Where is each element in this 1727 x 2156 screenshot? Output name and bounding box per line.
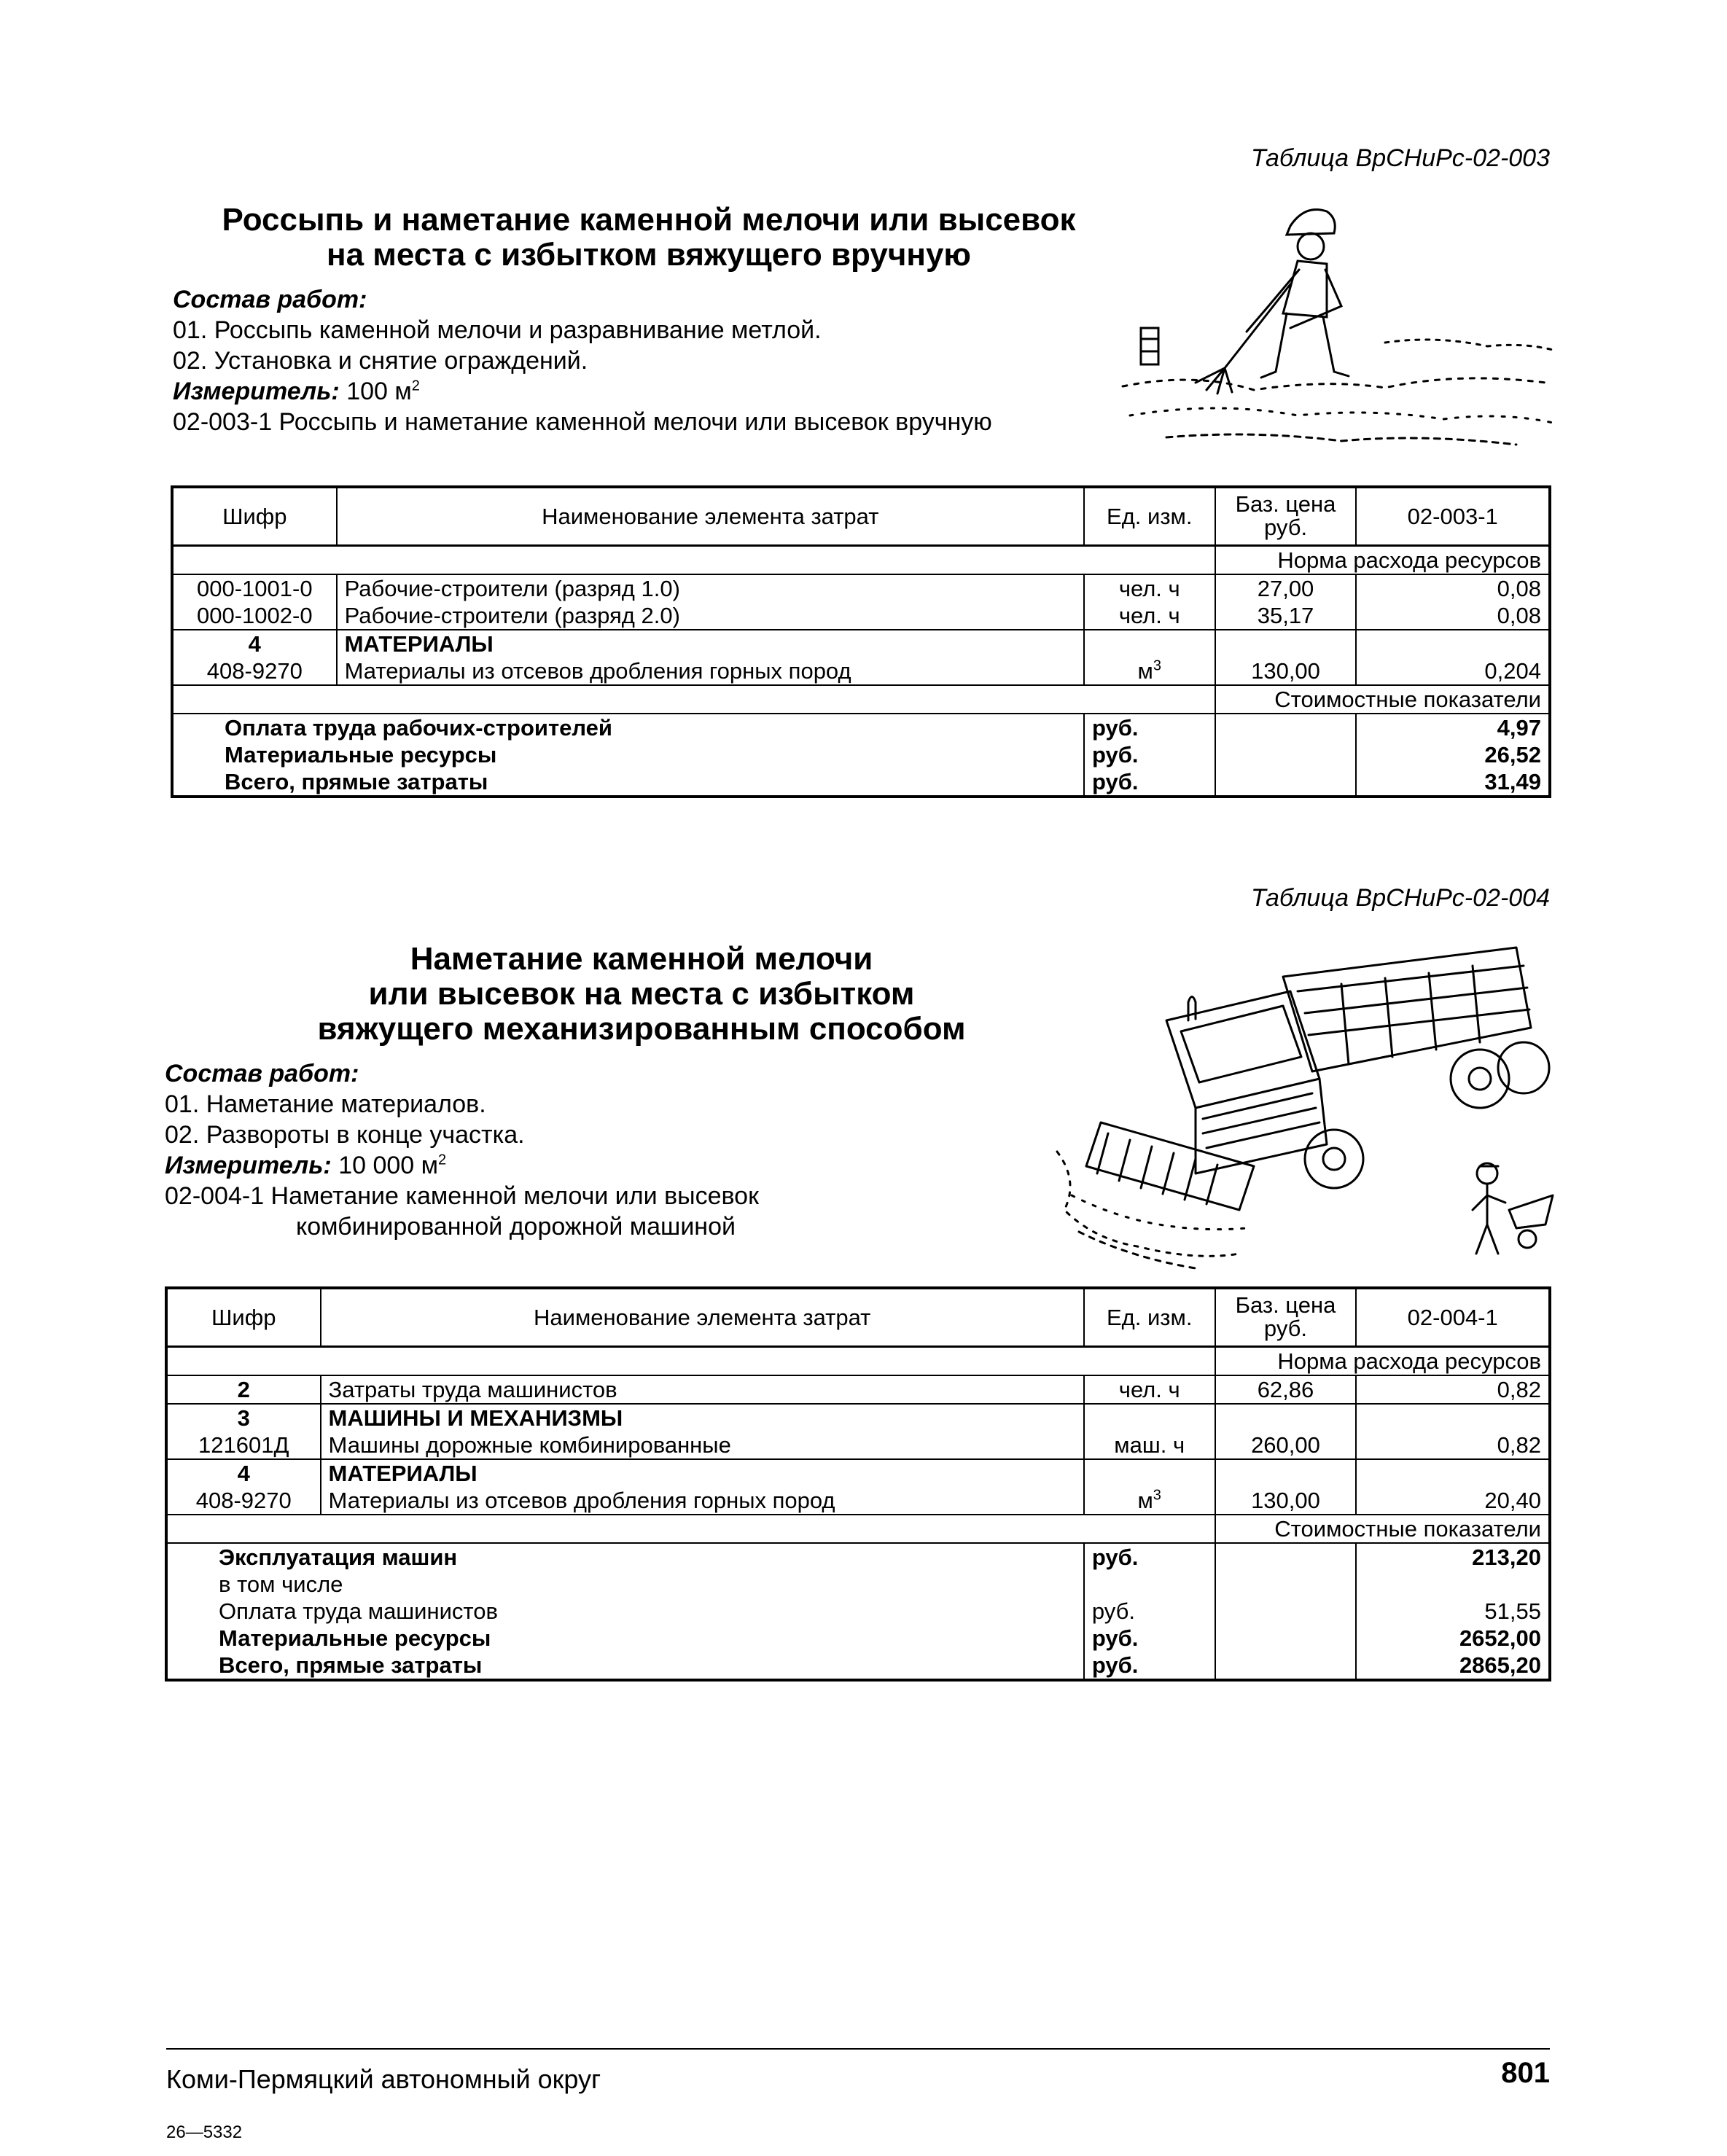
header-column: 02-003-1 — [1356, 487, 1550, 545]
title-line: Россыпь и наметание каменной мелочи или высевок — [222, 202, 1076, 238]
work-description — [165, 1058, 759, 1242]
measure-label: Измеритель: — [173, 378, 340, 405]
footer-region: Коми-Пермяцкий автономный округ — [166, 2064, 601, 2094]
print-code: 26—5332 — [166, 2122, 243, 2142]
header-code: Шифр — [166, 1288, 321, 1346]
header-name: Наименование элемента затрат — [337, 487, 1084, 545]
title-line: или высевок на места с избытком — [368, 976, 915, 1012]
code-line: комбинированной дорожной машиной — [296, 1213, 736, 1241]
road-machine-illustration — [1050, 933, 1560, 1276]
table-label: Таблица ВрСНиРс-02-003 — [1250, 144, 1550, 172]
measure-line — [165, 1150, 759, 1181]
measure-value: 100 м — [346, 378, 412, 405]
work-heading: Состав работ: — [165, 1060, 359, 1087]
table-header-row — [172, 487, 1550, 545]
title-line: на места с избытком вяжущего вручную — [327, 237, 971, 273]
norm-label-row — [166, 1346, 1550, 1375]
cost-row: Материальные ресурсы руб. 26,52 — [172, 741, 1550, 768]
table-header-row — [166, 1288, 1550, 1346]
cost-label-row — [172, 685, 1550, 714]
cost-row: Оплата труда рабочих-строителей руб. 4,97 — [172, 714, 1550, 741]
section-title — [219, 942, 1064, 1047]
header-code: Шифр — [172, 487, 337, 545]
work-heading: Состав работ: — [173, 286, 367, 313]
table-row: 000-1001-0 Рабочие-строители (разряд 1.0) чел. ч 27,00 0,08 — [172, 574, 1550, 602]
header-price: Баз. цена руб. — [1215, 1288, 1357, 1346]
title-line: Наметание каменной мелочи — [410, 941, 873, 977]
cost-label: Стоимостные показатели — [1215, 685, 1550, 714]
code-line: 02-004-1 Наметание каменной мелочи или высевок — [165, 1182, 759, 1210]
header-name: Наименование элемента затрат — [321, 1288, 1084, 1346]
work-item: 02. Установка и снятие ограждений. — [173, 347, 588, 375]
footer-divider — [166, 2048, 1550, 2050]
resource-table — [165, 1286, 1551, 1682]
cost-row: Всего, прямые затраты руб. 2865,20 — [166, 1652, 1550, 1680]
table-row: 121601Д Машины дорожные комбинированные маш. ч 260,00 0,82 — [166, 1432, 1550, 1459]
measure-line — [173, 376, 992, 407]
resource-table — [171, 485, 1551, 798]
work-item: 02. Развороты в конце участка. — [165, 1121, 525, 1149]
header-unit: Ед. изм. — [1084, 1288, 1215, 1346]
cost-label: Стоимостные показатели — [1215, 1515, 1550, 1543]
norm-label: Норма расхода ресурсов — [1215, 545, 1550, 574]
measure-sup: 2 — [438, 1152, 447, 1168]
norm-label-row — [172, 545, 1550, 574]
table-row: 000-1002-0 Рабочие-строители (разряд 2.0) чел. ч 35,17 0,08 — [172, 602, 1550, 630]
measure-value: 10 000 м — [338, 1152, 439, 1179]
work-item: 01. Россыпь каменной мелочи и разравнивание метлой. — [173, 316, 822, 344]
measure-label: Измеритель: — [165, 1152, 332, 1179]
cost-row: Материальные ресурсы руб. 2652,00 — [166, 1625, 1550, 1652]
worker-broom-illustration — [1108, 197, 1560, 459]
cost-row: Оплата труда машинистов руб. 51,55 — [166, 1598, 1550, 1625]
section-row: 3 МАШИНЫ И МЕХАНИЗМЫ — [166, 1404, 1550, 1432]
table-row: 408-9270 Материалы из отсевов дробления горных пород $м^3$ 130,00 0,204 — [172, 657, 1550, 685]
work-item: 01. Наметание материалов. — [165, 1090, 486, 1118]
table-row: 2 Затраты труда машинистов чел. ч 62,86 0,82 — [166, 1375, 1550, 1404]
page-number: 801 — [1501, 2057, 1550, 2089]
cost-row: Эксплуатация машин руб. 213,20 — [166, 1543, 1550, 1571]
title-line: вяжущего механизированным способом — [317, 1011, 966, 1047]
cost-row: Всего, прямые затраты руб. 31,49 — [172, 768, 1550, 797]
work-description — [173, 284, 992, 437]
table-label: Таблица ВрСНиРс-02-004 — [1250, 884, 1550, 912]
table-row: 408-9270 Материалы из отсевов дробления горных пород $м^3$ 130,00 20,40 — [166, 1487, 1550, 1515]
header-price: Баз. цена руб. — [1215, 487, 1357, 545]
norm-label: Норма расхода ресурсов — [1215, 1346, 1550, 1375]
cost-row: в том числе — [166, 1571, 1550, 1598]
header-column: 02-004-1 — [1356, 1288, 1550, 1346]
section-row: 4 МАТЕРИАЛЫ — [166, 1459, 1550, 1487]
header-unit: Ед. изм. — [1084, 487, 1215, 545]
section-row: 4 МАТЕРИАЛЫ — [172, 630, 1550, 657]
code-line: 02-003-1 Россыпь и наметание каменной мелочи или высевок вручную — [173, 408, 992, 436]
section-title — [175, 203, 1123, 273]
cost-label-row — [166, 1515, 1550, 1543]
measure-sup: 2 — [411, 378, 420, 394]
